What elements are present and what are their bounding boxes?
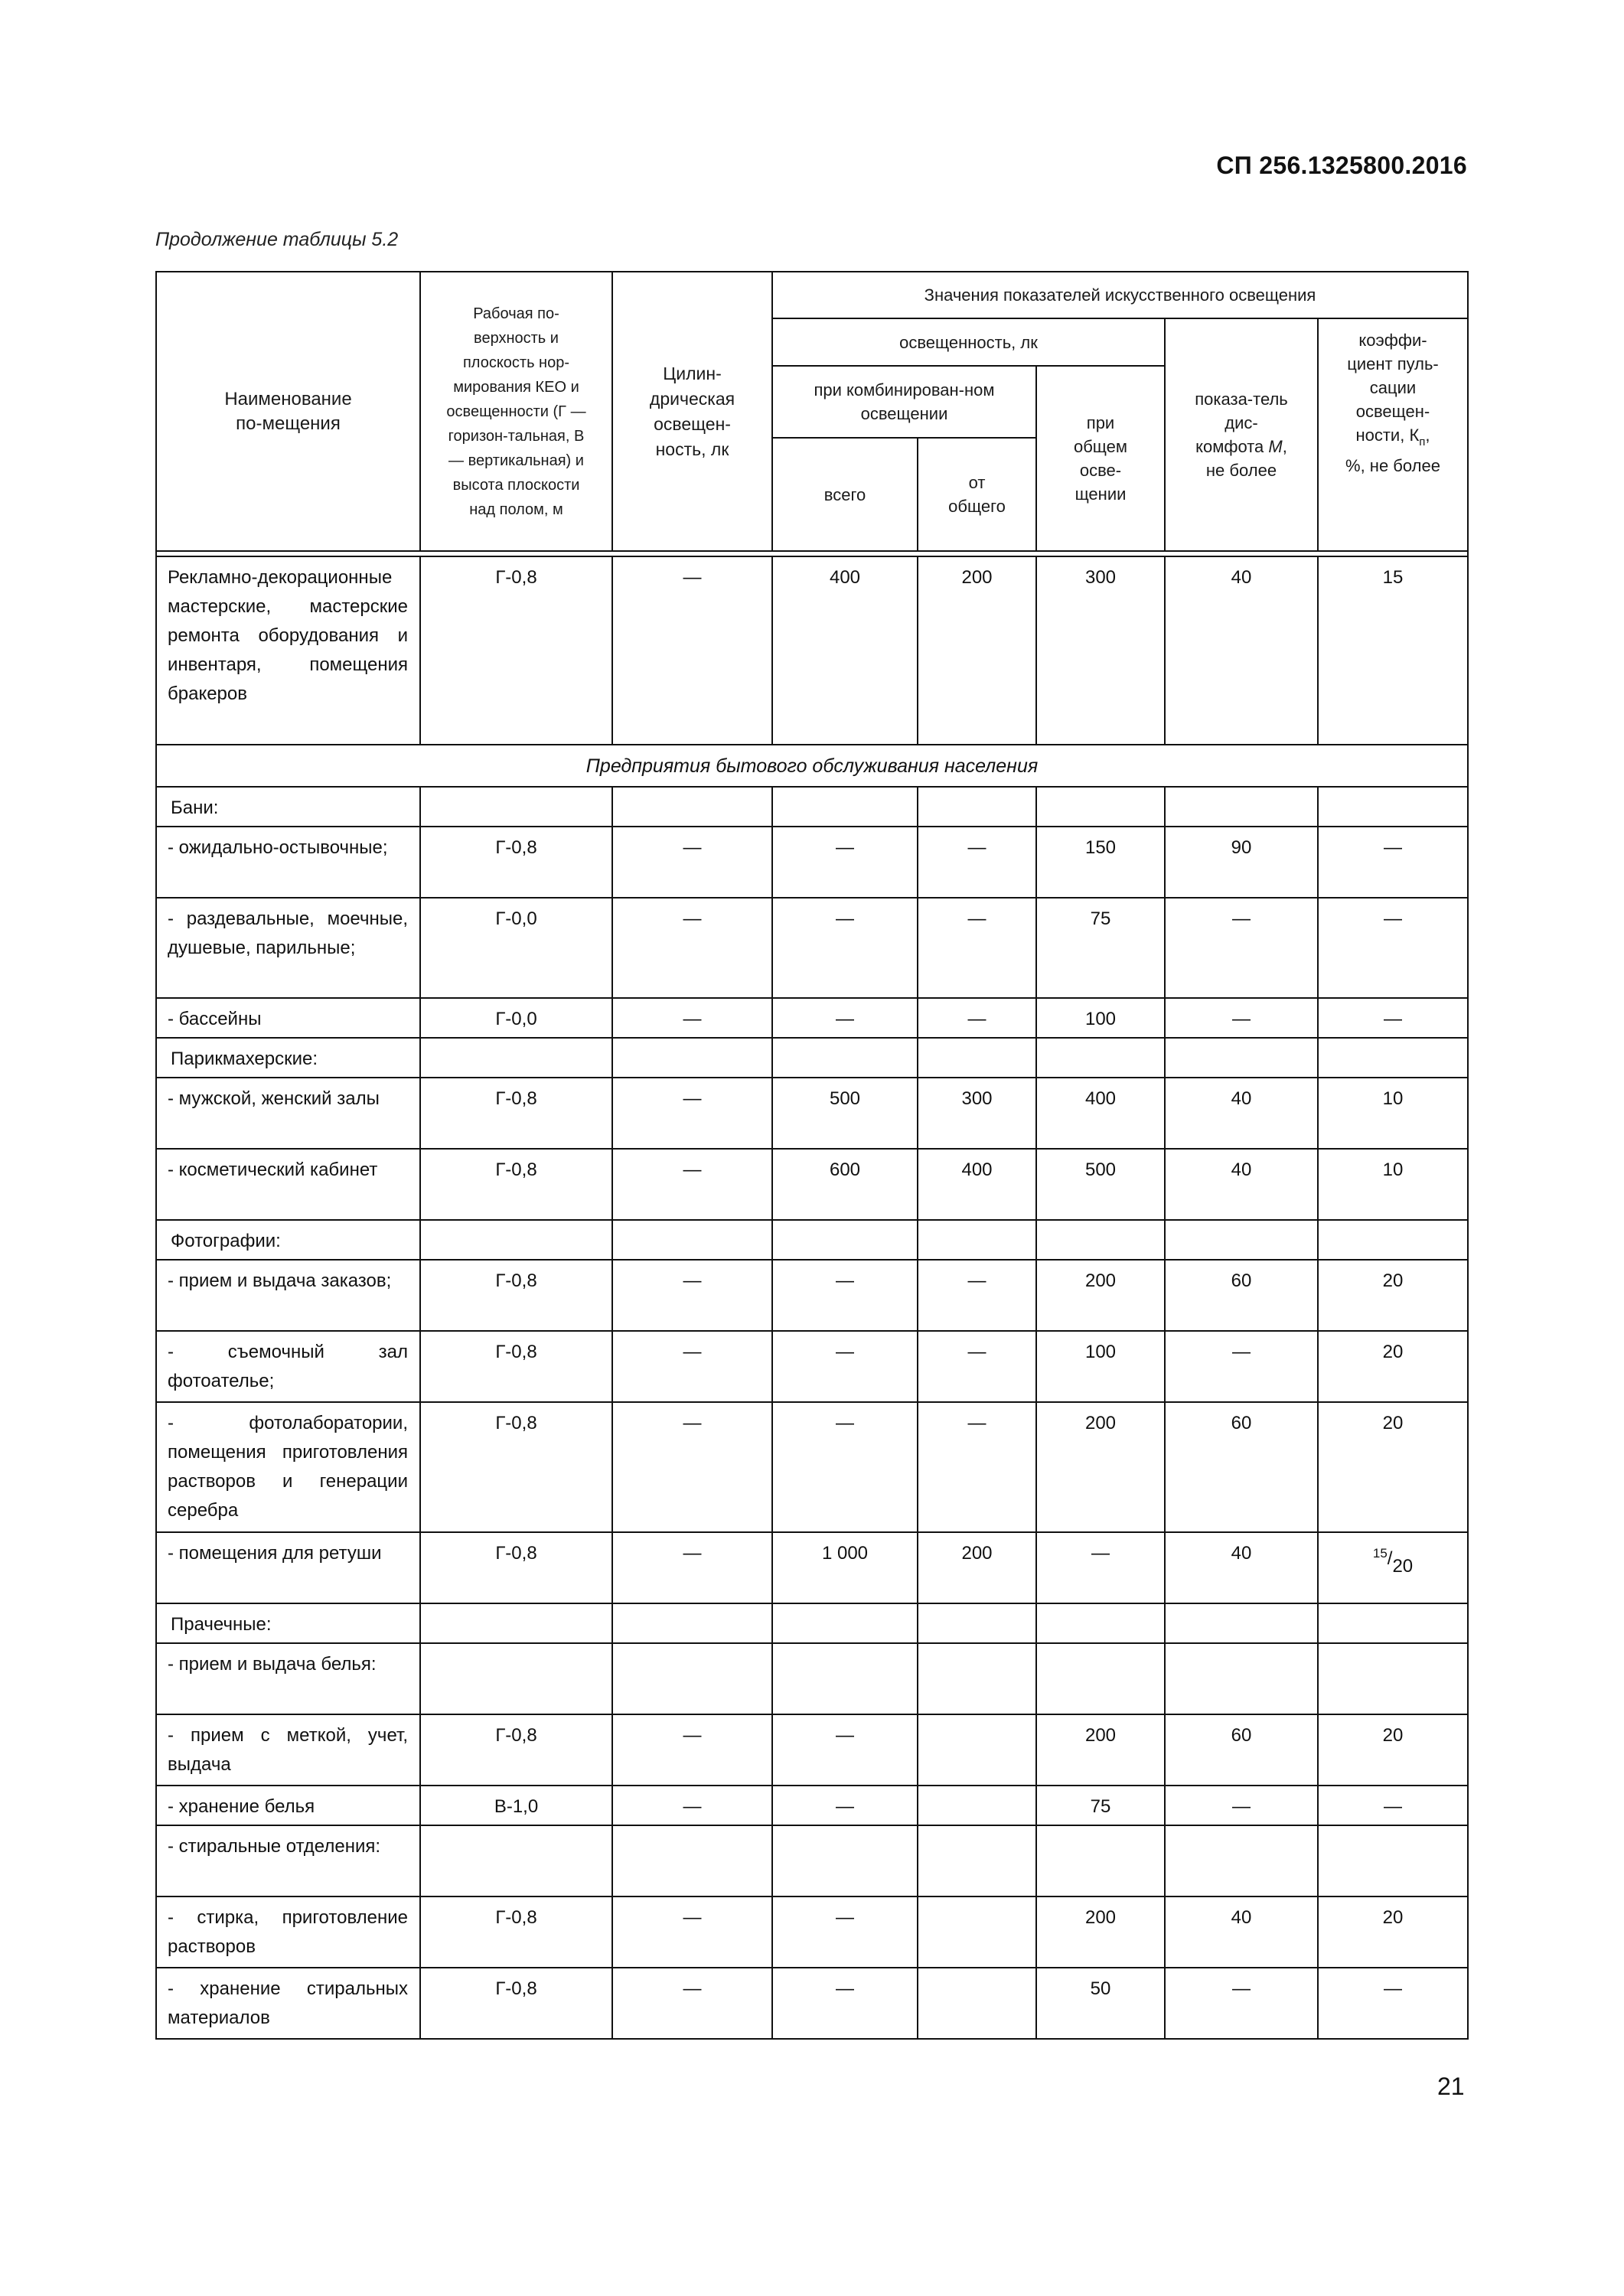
- cell-discomfort: 60: [1165, 1714, 1318, 1786]
- table-row: [156, 827, 1468, 898]
- cell-discomfort: 90: [1165, 827, 1318, 898]
- cell-discomfort: 40: [1165, 556, 1318, 745]
- cell-cylindrical: —: [612, 827, 772, 898]
- cell-from-general: [918, 1825, 1036, 1896]
- cell-general: [1036, 1603, 1165, 1643]
- cell-discomfort: [1165, 787, 1318, 827]
- cell-cylindrical: [612, 1038, 772, 1078]
- cell-pulsation: 10: [1318, 1149, 1468, 1220]
- cell-general: [1036, 1038, 1165, 1078]
- header-general: при общем осве-щении: [1036, 366, 1165, 551]
- cell-from-general: [918, 1220, 1036, 1260]
- cell-pulsation: 20: [1318, 1896, 1468, 1968]
- room-name: - прием и выдача заказов;: [156, 1260, 420, 1331]
- cell-cylindrical: —: [612, 1714, 772, 1786]
- cell-general: —: [1036, 1532, 1165, 1603]
- header-combined-group: при комбинирован-ном освещении: [772, 366, 1036, 438]
- cell-from-general: —: [918, 998, 1036, 1038]
- cell-surface: Г-0,8: [420, 827, 612, 898]
- cell-discomfort: [1165, 1220, 1318, 1260]
- header-illuminance-group: освещенность, лк: [772, 318, 1165, 366]
- cell-pulsation: [1318, 1038, 1468, 1078]
- cell-cylindrical: [612, 1825, 772, 1896]
- cell-total: —: [772, 1331, 918, 1402]
- header-cylindrical: Цилин-дрическая освещен-ность, лк: [612, 272, 772, 551]
- cell-from-general: [918, 1714, 1036, 1786]
- cell-surface: Г-0,0: [420, 898, 612, 998]
- group-row: [156, 787, 1468, 827]
- cell-surface: [420, 787, 612, 827]
- cell-cylindrical: —: [612, 998, 772, 1038]
- cell-pulsation: [1318, 1220, 1468, 1260]
- room-name: - стирка, приготовление растворов: [156, 1896, 420, 1968]
- cell-discomfort: —: [1165, 1968, 1318, 2039]
- cell-total: [772, 1038, 918, 1078]
- header-pulsation: коэффи-циент пуль-сации освещен-ности, $К_п$, %, не более: [1318, 318, 1468, 551]
- cell-cylindrical: —: [612, 556, 772, 745]
- cell-discomfort: [1165, 1643, 1318, 1714]
- table-row: [156, 1149, 1468, 1220]
- cell-surface: [420, 1603, 612, 1643]
- cell-general: 200: [1036, 1260, 1165, 1331]
- cell-discomfort: 60: [1165, 1260, 1318, 1331]
- cell-general: 200: [1036, 1896, 1165, 1968]
- cell-cylindrical: —: [612, 1896, 772, 1968]
- cell-cylindrical: [612, 1643, 772, 1714]
- cell-cylindrical: —: [612, 1968, 772, 2039]
- table-row: [156, 1714, 1468, 1786]
- table-row: [156, 898, 1468, 998]
- cell-pulsation: 10: [1318, 1078, 1468, 1149]
- cell-total: [772, 1220, 918, 1260]
- room-name: Фотографии:: [156, 1220, 420, 1260]
- cell-surface: Г-0,8: [420, 1532, 612, 1603]
- table-caption: Продолжение таблицы 5.2: [155, 229, 399, 250]
- cell-pulsation: [1318, 787, 1468, 827]
- header-total: всего: [772, 438, 918, 551]
- cell-from-general: —: [918, 1331, 1036, 1402]
- cell-cylindrical: —: [612, 1331, 772, 1402]
- room-name: - помещения для ретуши: [156, 1532, 420, 1603]
- cell-general: [1036, 1220, 1165, 1260]
- cell-cylindrical: —: [612, 898, 772, 998]
- document-code: СП 256.1325800.2016: [1216, 152, 1467, 179]
- section-title: Предприятия бытового обслуживания населения: [156, 745, 1468, 787]
- cell-general: [1036, 787, 1165, 827]
- cell-total: —: [772, 898, 918, 998]
- cell-surface: Г-0,8: [420, 1968, 612, 2039]
- cell-from-general: —: [918, 1402, 1036, 1532]
- cell-surface: Г-0,8: [420, 1149, 612, 1220]
- room-name: - прием и выдача белья:: [156, 1643, 420, 1714]
- room-name: - косметический кабинет: [156, 1149, 420, 1220]
- group-row: [156, 1038, 1468, 1078]
- cell-cylindrical: —: [612, 1149, 772, 1220]
- cell-from-general: 200: [918, 556, 1036, 745]
- header-room-name: Наименование по-мещения: [156, 272, 420, 551]
- room-name: - фотолаборатории, помещения приготовления растворов и генерации серебра: [156, 1402, 420, 1532]
- cell-total: 400: [772, 556, 918, 745]
- cell-surface: Г-0,8: [420, 1078, 612, 1149]
- cell-total: 600: [772, 1149, 918, 1220]
- cell-pulsation: —: [1318, 1968, 1468, 2039]
- section-row: [156, 745, 1468, 787]
- room-name: Бани:: [156, 787, 420, 827]
- cell-general: [1036, 1825, 1165, 1896]
- room-name: - раздевальные, моечные, душевые, парильные;: [156, 898, 420, 998]
- cell-total: —: [772, 1786, 918, 1825]
- cell-from-general: 200: [918, 1532, 1036, 1603]
- table-row: [156, 556, 1468, 745]
- page-number: 21: [1437, 2073, 1465, 2100]
- cell-discomfort: 60: [1165, 1402, 1318, 1532]
- group-row: [156, 1220, 1468, 1260]
- cell-pulsation: —: [1318, 827, 1468, 898]
- cell-general: 75: [1036, 898, 1165, 998]
- cell-pulsation: 15: [1318, 556, 1468, 745]
- room-name: - мужской, женский залы: [156, 1078, 420, 1149]
- cell-discomfort: 40: [1165, 1078, 1318, 1149]
- cell-cylindrical: —: [612, 1532, 772, 1603]
- cell-surface: Г-0,8: [420, 1331, 612, 1402]
- cell-total: —: [772, 1896, 918, 1968]
- cell-general: 500: [1036, 1149, 1165, 1220]
- room-name: - стиральные отделения:: [156, 1825, 420, 1896]
- cell-surface: [420, 1220, 612, 1260]
- cell-pulsation: $^{15}/_{20}$: [1318, 1532, 1468, 1603]
- cell-pulsation: [1318, 1825, 1468, 1896]
- cell-discomfort: 40: [1165, 1149, 1318, 1220]
- cell-surface: [420, 1038, 612, 1078]
- cell-pulsation: 20: [1318, 1331, 1468, 1402]
- cell-surface: Г-0,8: [420, 556, 612, 745]
- header-discomfort: показа-тель дис-комфота M, не более: [1165, 318, 1318, 551]
- cell-general: 100: [1036, 998, 1165, 1038]
- cell-total: [772, 1643, 918, 1714]
- cell-discomfort: —: [1165, 1786, 1318, 1825]
- header-from-general: от общего: [918, 438, 1036, 551]
- cell-total: 500: [772, 1078, 918, 1149]
- cell-from-general: —: [918, 898, 1036, 998]
- cell-discomfort: —: [1165, 1331, 1318, 1402]
- cell-pulsation: [1318, 1643, 1468, 1714]
- table-body: [156, 556, 1468, 2039]
- cell-discomfort: —: [1165, 998, 1318, 1038]
- cell-total: —: [772, 1968, 918, 2039]
- cell-total: —: [772, 998, 918, 1038]
- table-row: [156, 1786, 1468, 1825]
- cell-from-general: [918, 1786, 1036, 1825]
- cell-general: 400: [1036, 1078, 1165, 1149]
- cell-from-general: [918, 787, 1036, 827]
- cell-from-general: —: [918, 827, 1036, 898]
- table-row: [156, 1896, 1468, 1968]
- room-name: Парикмахерские:: [156, 1038, 420, 1078]
- cell-total: —: [772, 1714, 918, 1786]
- cell-from-general: —: [918, 1260, 1036, 1331]
- room-name: Рекламно-декорационные мастерские, мастерские ремонта оборудования и инвентаря, помещения бракеров: [156, 556, 420, 745]
- cell-surface: В-1,0: [420, 1786, 612, 1825]
- cell-cylindrical: [612, 1603, 772, 1643]
- cell-general: 200: [1036, 1714, 1165, 1786]
- cell-surface: Г-0,8: [420, 1714, 612, 1786]
- cell-discomfort: [1165, 1603, 1318, 1643]
- cell-pulsation: —: [1318, 898, 1468, 998]
- cell-general: 100: [1036, 1331, 1165, 1402]
- table-row: [156, 1078, 1468, 1149]
- room-name: - хранение стиральных материалов: [156, 1968, 420, 2039]
- cell-cylindrical: [612, 1220, 772, 1260]
- cell-general: [1036, 1643, 1165, 1714]
- cell-from-general: [918, 1968, 1036, 2039]
- table-row: [156, 1331, 1468, 1402]
- cell-discomfort: [1165, 1825, 1318, 1896]
- cell-discomfort: 40: [1165, 1896, 1318, 1968]
- cell-from-general: [918, 1038, 1036, 1078]
- cell-general: 150: [1036, 827, 1165, 898]
- header-values-group: Значения показателей искусственного освещения: [772, 272, 1468, 318]
- cell-pulsation: [1318, 1603, 1468, 1643]
- cell-cylindrical: —: [612, 1078, 772, 1149]
- room-name: Прачечные:: [156, 1603, 420, 1643]
- header-separator: [156, 551, 1468, 556]
- cell-from-general: 400: [918, 1149, 1036, 1220]
- table-row: [156, 998, 1468, 1038]
- cell-surface: [420, 1643, 612, 1714]
- cell-from-general: [918, 1643, 1036, 1714]
- cell-cylindrical: —: [612, 1260, 772, 1331]
- cell-total: —: [772, 1260, 918, 1331]
- cell-total: —: [772, 827, 918, 898]
- cell-pulsation: 20: [1318, 1260, 1468, 1331]
- cell-cylindrical: [612, 787, 772, 827]
- table-row: [156, 1402, 1468, 1532]
- cell-general: 75: [1036, 1786, 1165, 1825]
- cell-pulsation: 20: [1318, 1402, 1468, 1532]
- cell-pulsation: —: [1318, 998, 1468, 1038]
- cell-cylindrical: —: [612, 1402, 772, 1532]
- cell-pulsation: —: [1318, 1786, 1468, 1825]
- cell-surface: Г-0,8: [420, 1260, 612, 1331]
- cell-discomfort: —: [1165, 898, 1318, 998]
- table-row: [156, 1260, 1468, 1331]
- group-row: [156, 1603, 1468, 1643]
- cell-discomfort: [1165, 1038, 1318, 1078]
- cell-total: [772, 787, 918, 827]
- cell-general: 200: [1036, 1402, 1165, 1532]
- cell-from-general: [918, 1896, 1036, 1968]
- cell-pulsation: 20: [1318, 1714, 1468, 1786]
- cell-from-general: 300: [918, 1078, 1036, 1149]
- group-row: [156, 1825, 1468, 1896]
- cell-total: 1 000: [772, 1532, 918, 1603]
- cell-surface: [420, 1825, 612, 1896]
- room-name: - хранение белья: [156, 1786, 420, 1825]
- cell-general: 300: [1036, 556, 1165, 745]
- cell-total: [772, 1825, 918, 1896]
- table-row: [156, 1968, 1468, 2039]
- cell-discomfort: 40: [1165, 1532, 1318, 1603]
- cell-total: [772, 1603, 918, 1643]
- cell-cylindrical: —: [612, 1786, 772, 1825]
- cell-total: —: [772, 1402, 918, 1532]
- room-name: - бассейны: [156, 998, 420, 1038]
- cell-from-general: [918, 1603, 1036, 1643]
- lighting-norms-table: [155, 271, 1469, 2040]
- room-name: - съемочный зал фотоателье;: [156, 1331, 420, 1402]
- group-row: [156, 1643, 1468, 1714]
- room-name: - прием с меткой, учет, выдача: [156, 1714, 420, 1786]
- cell-surface: Г-0,0: [420, 998, 612, 1038]
- cell-surface: Г-0,8: [420, 1402, 612, 1532]
- cell-surface: Г-0,8: [420, 1896, 612, 1968]
- header-work-surface: Рабочая по-верхность и плоскость нор-мирования КЕО и освещенности (Г — горизон-тальная, В — вертикальная) и высота плоскости над полом, м: [420, 272, 612, 551]
- table-row: [156, 1532, 1468, 1603]
- cell-general: 50: [1036, 1968, 1165, 2039]
- room-name: - ожидально-остывочные;: [156, 827, 420, 898]
